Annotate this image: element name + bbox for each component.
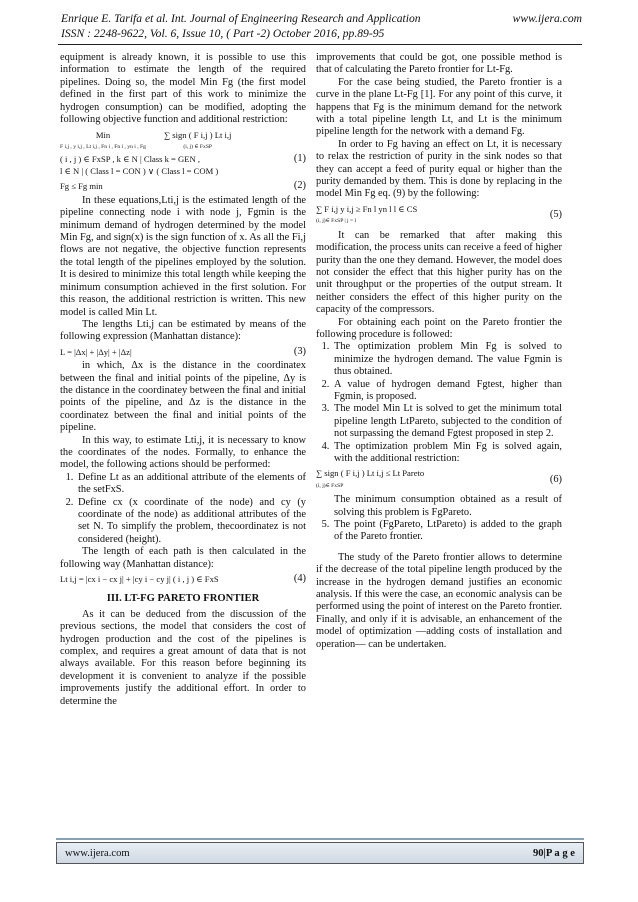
equation-2	[60, 180, 306, 192]
equation-5	[316, 203, 562, 228]
eq6-number: (6)	[549, 473, 562, 485]
paragraph: equipment is already known, it is possible to use this information to estimate the length of the required pipelines. Doing so, the model Min Fg (the first model defined in the first part of this work to minimize the hydrogen consumption) can be modified, adopting the following objective function and additional restriction:	[60, 52, 306, 126]
left-column	[60, 52, 306, 708]
equation-4	[60, 573, 306, 585]
paragraph: The length of each path is then calculated in the following way (Manhattan distance):	[60, 546, 306, 570]
paragraph: In these equations,Lti,j is the estimated length of the pipeline connecting node i with node j, Fgmin is the minimum demand of hydrogen determined by the model Min Fg, and sign(x) is the sign function of x. As all the Fi,j flows are not negative, the objective function represents the total length of the pipelines employed by the solution. It is desired to minimize this total length while keeping the minimum consumption achieved in the first solution. For this reason, the additional restriction is written. This new model is called Min Lt.	[60, 194, 306, 318]
page-footer	[56, 842, 584, 864]
paragraph: As it can be deduced from the discussion of the previous sections, the model that considers the cost of hydrogen production and the cost of the pipelines is complex, and requires a great amount of data that is not always available. For this reason before beginning its development it is convenient to analyze if the possible improvements justify the additional effort. In order to determine the	[60, 608, 306, 707]
eq3-body: L = |Δx| + |Δy| + |Δz|	[60, 346, 132, 357]
eq3-number: (3)	[293, 345, 306, 357]
page-number: 90|P a g e	[532, 847, 575, 859]
list-item: 4. The optimization problem Min Fg is solved again, with the additional restriction:	[332, 441, 562, 466]
eq1-constraint-1: ( i , j ) ∈ FxSP , k ∈ N | Class k = GEN ,	[60, 154, 201, 165]
running-header	[61, 11, 582, 41]
paragraph: In this way, to estimate Lti,j, it is necessary to know the coordinates of the nodes. Formally, to enhance the model, the following actions should be performed:	[60, 434, 306, 471]
list-item: 2. Define cx (x coordinate of the node) and cy (y coordinate of the node) as additional attributes of the set N. To simplify the problem, thecoordinatez is not considered (height).	[76, 497, 306, 547]
list-item: 1. Define Lt as an additional attribute of the elements of the setFxS.	[76, 472, 306, 497]
paragraph: The lengths Lti,j can be estimated by means of the following expression (Manhattan distance):	[60, 318, 306, 343]
right-column	[316, 52, 562, 651]
eq2-body: Fg ≤ Fg min	[60, 181, 103, 192]
list-item: 5. The point (FgPareto, LtPareto) is added to the graph of the Pareto frontier.	[332, 519, 562, 544]
paragraph: in which, Δx is the distance in the coordinatex between the final and initial points of the pipeline, Δy is the distance in the coordinatey between the final and initial points of the pipeline, and Δz is the distance in the coordinatez between the final and initial points of the pipeline.	[60, 360, 306, 434]
header-divider	[58, 44, 582, 45]
eq1-objective: ∑ sign ( F i,j ) Lt i,j	[163, 130, 232, 141]
eq1-number: (1)	[293, 153, 306, 165]
eq1-min: Min	[95, 130, 111, 141]
section-heading: III. LT-FG PARETO FRONTIER	[106, 593, 260, 605]
journal-website[interactable]: www.ijera.com	[512, 12, 582, 25]
equation-1	[60, 129, 306, 177]
footer-website[interactable]: www.ijera.com	[65, 847, 130, 859]
paragraph: For obtaining each point on the Pareto frontier the following procedure is followed:	[316, 316, 562, 340]
pareto-procedure-list-cont	[316, 519, 562, 544]
eq4-body: Lt i,j = |cx i − cx j| + |cy i − cy j| ( i , j ) ∈ FxS	[60, 574, 219, 585]
list-item: 2. A value of hydrogen demand Fgtest, higher than Fgmin, is proposed.	[332, 379, 562, 404]
enhancement-list	[60, 472, 306, 546]
paragraph: improvements that could be got, one possible method is that of calculating the Pareto frontier for Lt-Fg.	[316, 52, 562, 76]
eq1-min-vars: F i,j , y i,j , Lt i,j , Fn i , Fn i , yn i , Fg	[60, 144, 146, 151]
eq5-body: ∑ F i,j y i,j ≥ Fn l yn l l ∈ CS	[316, 203, 418, 214]
paragraph: The minimum consumption obtained as a result of solving this problem is FgPareto.	[334, 494, 562, 518]
eq2-number: (2)	[293, 180, 306, 192]
eq4-number: (4)	[293, 573, 306, 585]
eq5-sum-index: (i, j)∈ FxSP | j = l	[316, 218, 357, 225]
pareto-procedure-list	[316, 341, 562, 465]
paragraph: In order to Fg having an effect on Lt, it is necessary to relax the restriction of purity in the sink nodes so that they can accept a feed of purity equal or higher than the purity demanded by them. This is done by replacing in the model Min Fg eq. (9) by the following:	[316, 138, 562, 200]
issn-line: ISSN : 2248-9622, Vol. 6, Issue 10, ( Part -2) October 2016, pp.89-95	[61, 27, 385, 40]
paragraph: It can be remarked that after making this modification, the process units can receive a feed of higher purity than the one they demand. However, the model does not consider the effect that this higher purity has on the unit throughput or the properties of the output stream. It neither considers the effect of this higher purity on the capacity of the compressors.	[316, 229, 562, 316]
eq5-number: (5)	[549, 209, 562, 221]
eq1-constraint-2: l ∈ N | ( Class l = CON ) ∨ ( Class l = COM )	[60, 166, 219, 177]
paragraph: For the case being studied, the Pareto frontier is a curve in the plane Lt-Fg [1]. For any point of this curve, it happens that Fg is the minimum demand for the network with a total pipeline length Lt, and Lt is the minimum pipeline length for the network with a demand Fg.	[316, 76, 562, 138]
eq6-body: ∑ sign ( F i,j ) Lt i,j ≤ Lt Pareto	[316, 468, 425, 479]
journal-citation: Enrique E. Tarifa et al. Int. Journal of Engineering Research and Application	[61, 12, 421, 25]
equation-6	[316, 467, 562, 492]
list-item: 1. The optimization problem Min Fg is solved to minimize the hydrogen demand. The value Fgmin is thus obtained.	[332, 341, 562, 378]
eq6-sum-index: (i, j)∈ FxSP	[316, 482, 344, 489]
list-item: 3. The model Min Lt is solved to get the minimum total pipeline length LtPareto, subjected to the condition of not surpassing the demand Fgtest proposed in step 2.	[332, 403, 562, 440]
paragraph: The study of the Pareto frontier allows to determine if the decrease of the total pipeline length produced by the increase in the hydrogen demand justifies an economic analysis. If this were the case, an economic analysis can be performed using the point of interest on the Pareto frontier. Finally, and only if it is advisable, an enhancement of the model of optimization ―adding costs of installation and operation― can be undertaken.	[316, 551, 562, 650]
eq1-sum-index: (i, j) ∈ FxSP	[183, 144, 213, 151]
footer-divider	[56, 838, 584, 840]
equation-3	[60, 346, 306, 358]
